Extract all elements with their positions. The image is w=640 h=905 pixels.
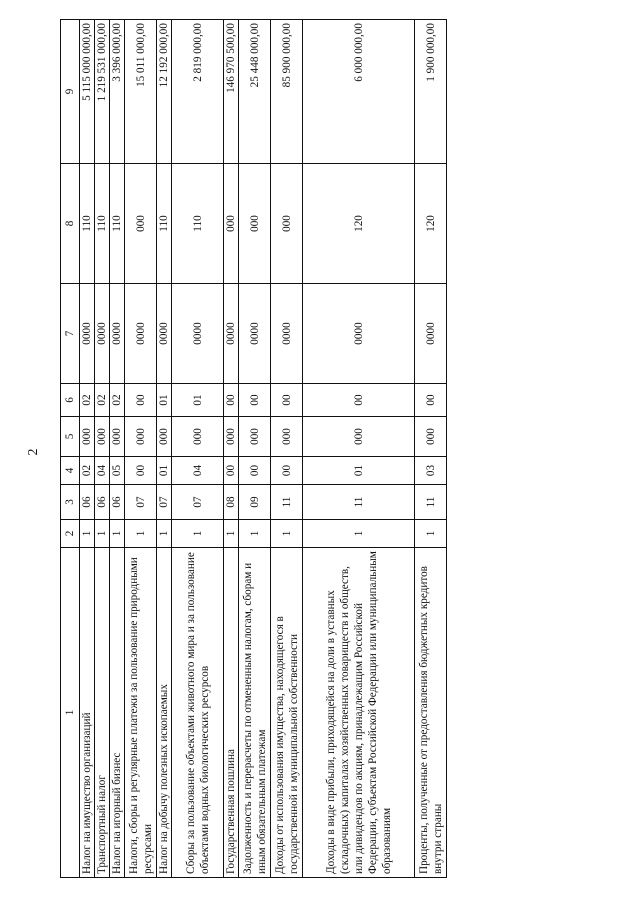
column-header: 3 (61, 485, 80, 520)
column-header: 5 (61, 417, 80, 457)
table-row (80, 20, 95, 878)
code-cell: 07 (125, 485, 157, 520)
code-cell: 0000 (95, 284, 110, 384)
row-name-cell: Проценты, полученные от предоставления бюджетных кредитов внутри страны (415, 548, 447, 878)
code-cell: 06 (95, 485, 110, 520)
table-row (303, 20, 415, 878)
code-cell: 04 (95, 457, 110, 485)
code-cell: 0000 (80, 284, 95, 384)
column-header: 7 (61, 284, 80, 384)
code-cell: 00 (224, 457, 239, 485)
table-row (125, 20, 157, 878)
amount-cell: 15 011 000,00 (125, 20, 157, 164)
table-row (157, 20, 172, 878)
code-cell: 0000 (125, 284, 157, 384)
code-cell: 000 (125, 417, 157, 457)
code-cell: 01 (303, 457, 415, 485)
code-cell: 1 (80, 520, 95, 548)
code-cell: 0000 (172, 284, 224, 384)
table-row (110, 20, 125, 878)
code-cell: 01 (157, 457, 172, 485)
amount-cell: 3 396 000,00 (110, 20, 125, 164)
code-cell: 11 (415, 485, 447, 520)
code-cell: 000 (157, 417, 172, 457)
code-cell: 000 (125, 164, 157, 284)
code-cell: 1 (172, 520, 224, 548)
code-cell: 02 (80, 384, 95, 417)
code-cell: 00 (239, 384, 271, 417)
code-cell: 110 (80, 164, 95, 284)
code-cell: 05 (110, 457, 125, 485)
code-cell: 08 (224, 485, 239, 520)
code-cell: 000 (239, 164, 271, 284)
code-cell: 09 (239, 485, 271, 520)
code-cell: 1 (95, 520, 110, 548)
table-row (271, 20, 303, 878)
code-cell: 000 (224, 417, 239, 457)
code-cell: 00 (271, 457, 303, 485)
code-cell: 00 (239, 457, 271, 485)
code-cell: 000 (95, 417, 110, 457)
code-cell: 0000 (303, 284, 415, 384)
code-cell: 02 (80, 457, 95, 485)
row-name-cell: Налог на добычу полезных ископаемых (157, 548, 172, 878)
row-name-cell: Транспортный налог (95, 548, 110, 878)
code-cell: 00 (125, 384, 157, 417)
code-cell: 1 (271, 520, 303, 548)
code-cell: 000 (271, 164, 303, 284)
table-row (239, 20, 271, 878)
amount-cell: 146 970 500,00 (224, 20, 239, 164)
code-cell: 00 (224, 384, 239, 417)
amount-cell: 2 819 000,00 (172, 20, 224, 164)
column-header: 6 (61, 384, 80, 417)
row-name-cell: Государственная пошлина (224, 548, 239, 878)
code-cell: 1 (303, 520, 415, 548)
code-cell: 000 (415, 417, 447, 457)
code-cell: 000 (224, 164, 239, 284)
code-cell: 01 (172, 384, 224, 417)
column-header: 8 (61, 164, 80, 284)
row-name-cell: Задолженность и перерасчеты по отмененным налогам, сборам и иным обязательным платежам (239, 548, 271, 878)
code-cell: 04 (172, 457, 224, 485)
budget-revenue-table (60, 19, 447, 878)
table-row (95, 20, 110, 878)
code-cell: 02 (110, 384, 125, 417)
code-cell: 0000 (415, 284, 447, 384)
column-header: 4 (61, 457, 80, 485)
row-name-cell: Налог на имущество организаций (80, 548, 95, 878)
table-header-row (61, 20, 80, 878)
amount-cell: 1 900 000,00 (415, 20, 447, 164)
code-cell: 00 (271, 384, 303, 417)
column-header: 1 (61, 548, 80, 878)
row-name-cell: Налоги, сборы и регулярные платежи за пользование природными ресурсами (125, 548, 157, 878)
amount-cell: 12 192 000,00 (157, 20, 172, 164)
code-cell: 00 (303, 384, 415, 417)
table-row (172, 20, 224, 878)
code-cell: 01 (157, 384, 172, 417)
code-cell: 0000 (110, 284, 125, 384)
code-cell: 1 (110, 520, 125, 548)
code-cell: 000 (110, 417, 125, 457)
table-row (224, 20, 239, 878)
page-number: 2 (26, 448, 41, 456)
column-header: 2 (61, 520, 80, 548)
amount-cell: 1 219 531 000,00 (95, 20, 110, 164)
code-cell: 000 (172, 417, 224, 457)
code-cell: 11 (303, 485, 415, 520)
code-cell: 110 (172, 164, 224, 284)
amount-cell: 25 448 000,00 (239, 20, 271, 164)
code-cell: 07 (172, 485, 224, 520)
code-cell: 1 (157, 520, 172, 548)
code-cell: 11 (271, 485, 303, 520)
row-name-cell: Налог на игорный бизнес (110, 548, 125, 878)
amount-cell: 6 000 000,00 (303, 20, 415, 164)
code-cell: 0000 (224, 284, 239, 384)
table-row (415, 20, 447, 878)
row-name-cell: Сборы за пользование объектами животного мира и за пользование объектами водных биологических ресурсов (172, 548, 224, 878)
code-cell: 0000 (239, 284, 271, 384)
code-cell: 03 (415, 457, 447, 485)
code-cell: 1 (224, 520, 239, 548)
code-cell: 02 (95, 384, 110, 417)
code-cell: 06 (110, 485, 125, 520)
code-cell: 00 (125, 457, 157, 485)
code-cell: 000 (80, 417, 95, 457)
code-cell: 120 (415, 164, 447, 284)
code-cell: 000 (303, 417, 415, 457)
code-cell: 0000 (271, 284, 303, 384)
amount-cell: 5 115 000 000,00 (80, 20, 95, 164)
code-cell: 1 (239, 520, 271, 548)
code-cell: 06 (80, 485, 95, 520)
code-cell: 000 (271, 417, 303, 457)
amount-cell: 85 900 000,00 (271, 20, 303, 164)
code-cell: 00 (415, 384, 447, 417)
code-cell: 000 (239, 417, 271, 457)
code-cell: 110 (95, 164, 110, 284)
code-cell: 1 (125, 520, 157, 548)
row-name-cell: Доходы от использования имущества, находящегося в государственной и муниципальной собственности (271, 548, 303, 878)
rotated-page (60, 20, 447, 878)
code-cell: 110 (157, 164, 172, 284)
code-cell: 0000 (157, 284, 172, 384)
row-name-cell: Доходы в виде прибыли, приходящейся на доли в уставных (складочных) капиталах хозяйственных товариществ и обществ, или дивидендов по акциям, принадлежащим Российской Федерации, субъектам Российской Федерации или муниципальным образованиям (303, 548, 415, 878)
code-cell: 110 (110, 164, 125, 284)
code-cell: 1 (415, 520, 447, 548)
code-cell: 07 (157, 485, 172, 520)
code-cell: 120 (303, 164, 415, 284)
table-body (80, 20, 447, 878)
column-header: 9 (61, 20, 80, 164)
